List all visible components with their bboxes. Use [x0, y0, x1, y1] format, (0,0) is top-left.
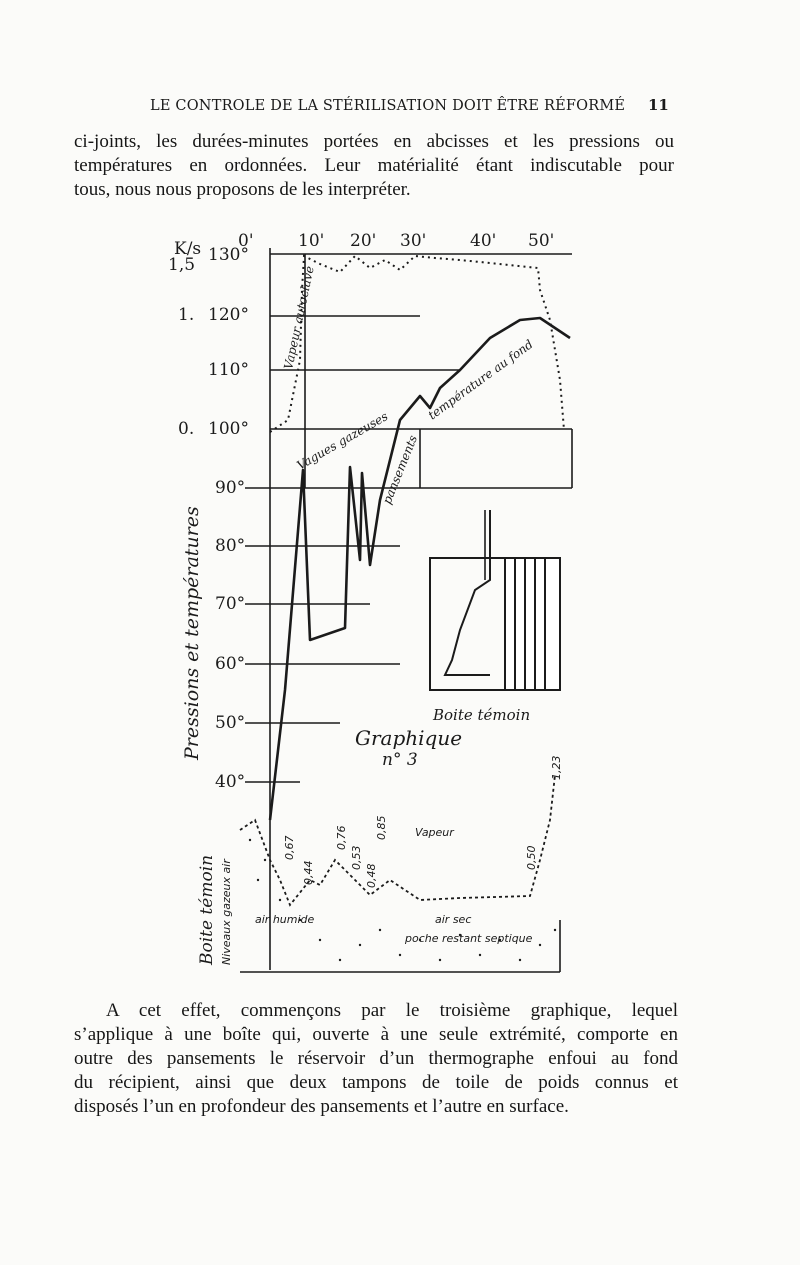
paragraph-line: tous, nous nous proposons de les interpréter.	[74, 179, 411, 200]
pressure-tick: 1,5	[168, 255, 196, 275]
temperature-tick: 80°	[215, 536, 246, 556]
label-dry-air: air sec	[435, 913, 472, 926]
lower-level-values	[283, 756, 563, 889]
paragraph-line: disposés l’un en profondeur des pansements et l’autre en surface.	[74, 1096, 569, 1117]
curve-label-autoclave: Vapeur autoclave	[281, 264, 317, 371]
page-number: 11	[648, 96, 669, 114]
lower-axis-subtitle: Niveaux gazeux air	[220, 859, 233, 965]
x-tick-labels	[238, 231, 554, 251]
level-value: 0,50	[525, 845, 538, 870]
caption-number: n° 3	[382, 750, 418, 770]
paragraph-line: températures en ordonnées. Leur matérialité étant indiscutable pour	[74, 155, 674, 176]
level-value: 0,67	[283, 835, 296, 860]
thermograph-box-drawing	[430, 510, 560, 690]
caption-box: Boite témoin	[433, 706, 531, 724]
pressure-axis-title: K/s	[174, 239, 202, 259]
curve-label-bottom-temp: température au fond	[425, 337, 536, 423]
temperature-tick: 90°	[215, 478, 246, 498]
y-axis-title: Pressions et températures	[181, 506, 203, 760]
level-value: 0,76	[335, 825, 348, 850]
running-head: LE CONTROLE DE LA STÉRILISATION DOIT ÊTRE RÉFORMÉ	[150, 98, 626, 114]
lower-axis-title: Boite témoin	[197, 854, 217, 965]
temperature-tick: 100°	[208, 419, 249, 439]
graph-figure	[160, 220, 580, 980]
temperature-tick: 130°	[208, 245, 249, 265]
level-value: 1,23	[550, 755, 563, 780]
paragraph-line: outre des pansements le réservoir d’un thermographe enfoui au fond	[74, 1048, 678, 1069]
paragraph-line: A cet effet, commençons par le troisième graphique, lequel	[106, 1000, 678, 1021]
level-value: 0,53	[350, 845, 363, 870]
x-tick-label: 0'	[238, 231, 254, 251]
paragraph-bottom	[74, 999, 678, 1119]
temperature-tick: 50°	[215, 713, 246, 733]
paragraph-top	[74, 130, 674, 202]
temperature-tick: 40°	[215, 772, 246, 792]
curve-label-gaseous: Vagues gazeuses	[294, 409, 391, 473]
temperature-tick: 60°	[215, 654, 246, 674]
label-humid-air: air humide	[255, 913, 315, 926]
x-tick-label: 40'	[470, 231, 497, 251]
x-tick-label: 10'	[298, 231, 325, 251]
temperature-tick-labels	[208, 245, 249, 792]
label-septic-pocket: poche restant septique	[405, 932, 533, 945]
pressure-tick: 1.	[178, 305, 195, 325]
x-tick-label: 20'	[350, 231, 377, 251]
pressure-tick: 0.	[178, 419, 195, 439]
temperature-tick: 110°	[208, 360, 249, 380]
x-tick-label: 30'	[400, 231, 427, 251]
pressure-tick-labels	[168, 239, 201, 439]
x-tick-label: 50'	[528, 231, 555, 251]
temperature-tick: 70°	[215, 594, 246, 614]
paragraph-line: s’applique à une boîte qui, ouverte à une seule extrémité, comporte en	[74, 1024, 678, 1045]
label-vapour: Vapeur	[415, 826, 454, 839]
level-value: 0,44	[302, 860, 315, 885]
temperature-tick: 120°	[208, 305, 249, 325]
paragraph-line: ci-joints, les durées-minutes portées en abcisses et les pressions ou	[74, 131, 674, 152]
paragraph-line: du récipient, ainsi que deux tampons de toile de poids connus et	[74, 1072, 678, 1093]
level-value: 0,85	[375, 815, 388, 840]
caption-graph: Graphique	[355, 726, 463, 750]
level-value: 0,48	[365, 863, 378, 888]
curve-label-dressings: pansements	[379, 433, 421, 507]
